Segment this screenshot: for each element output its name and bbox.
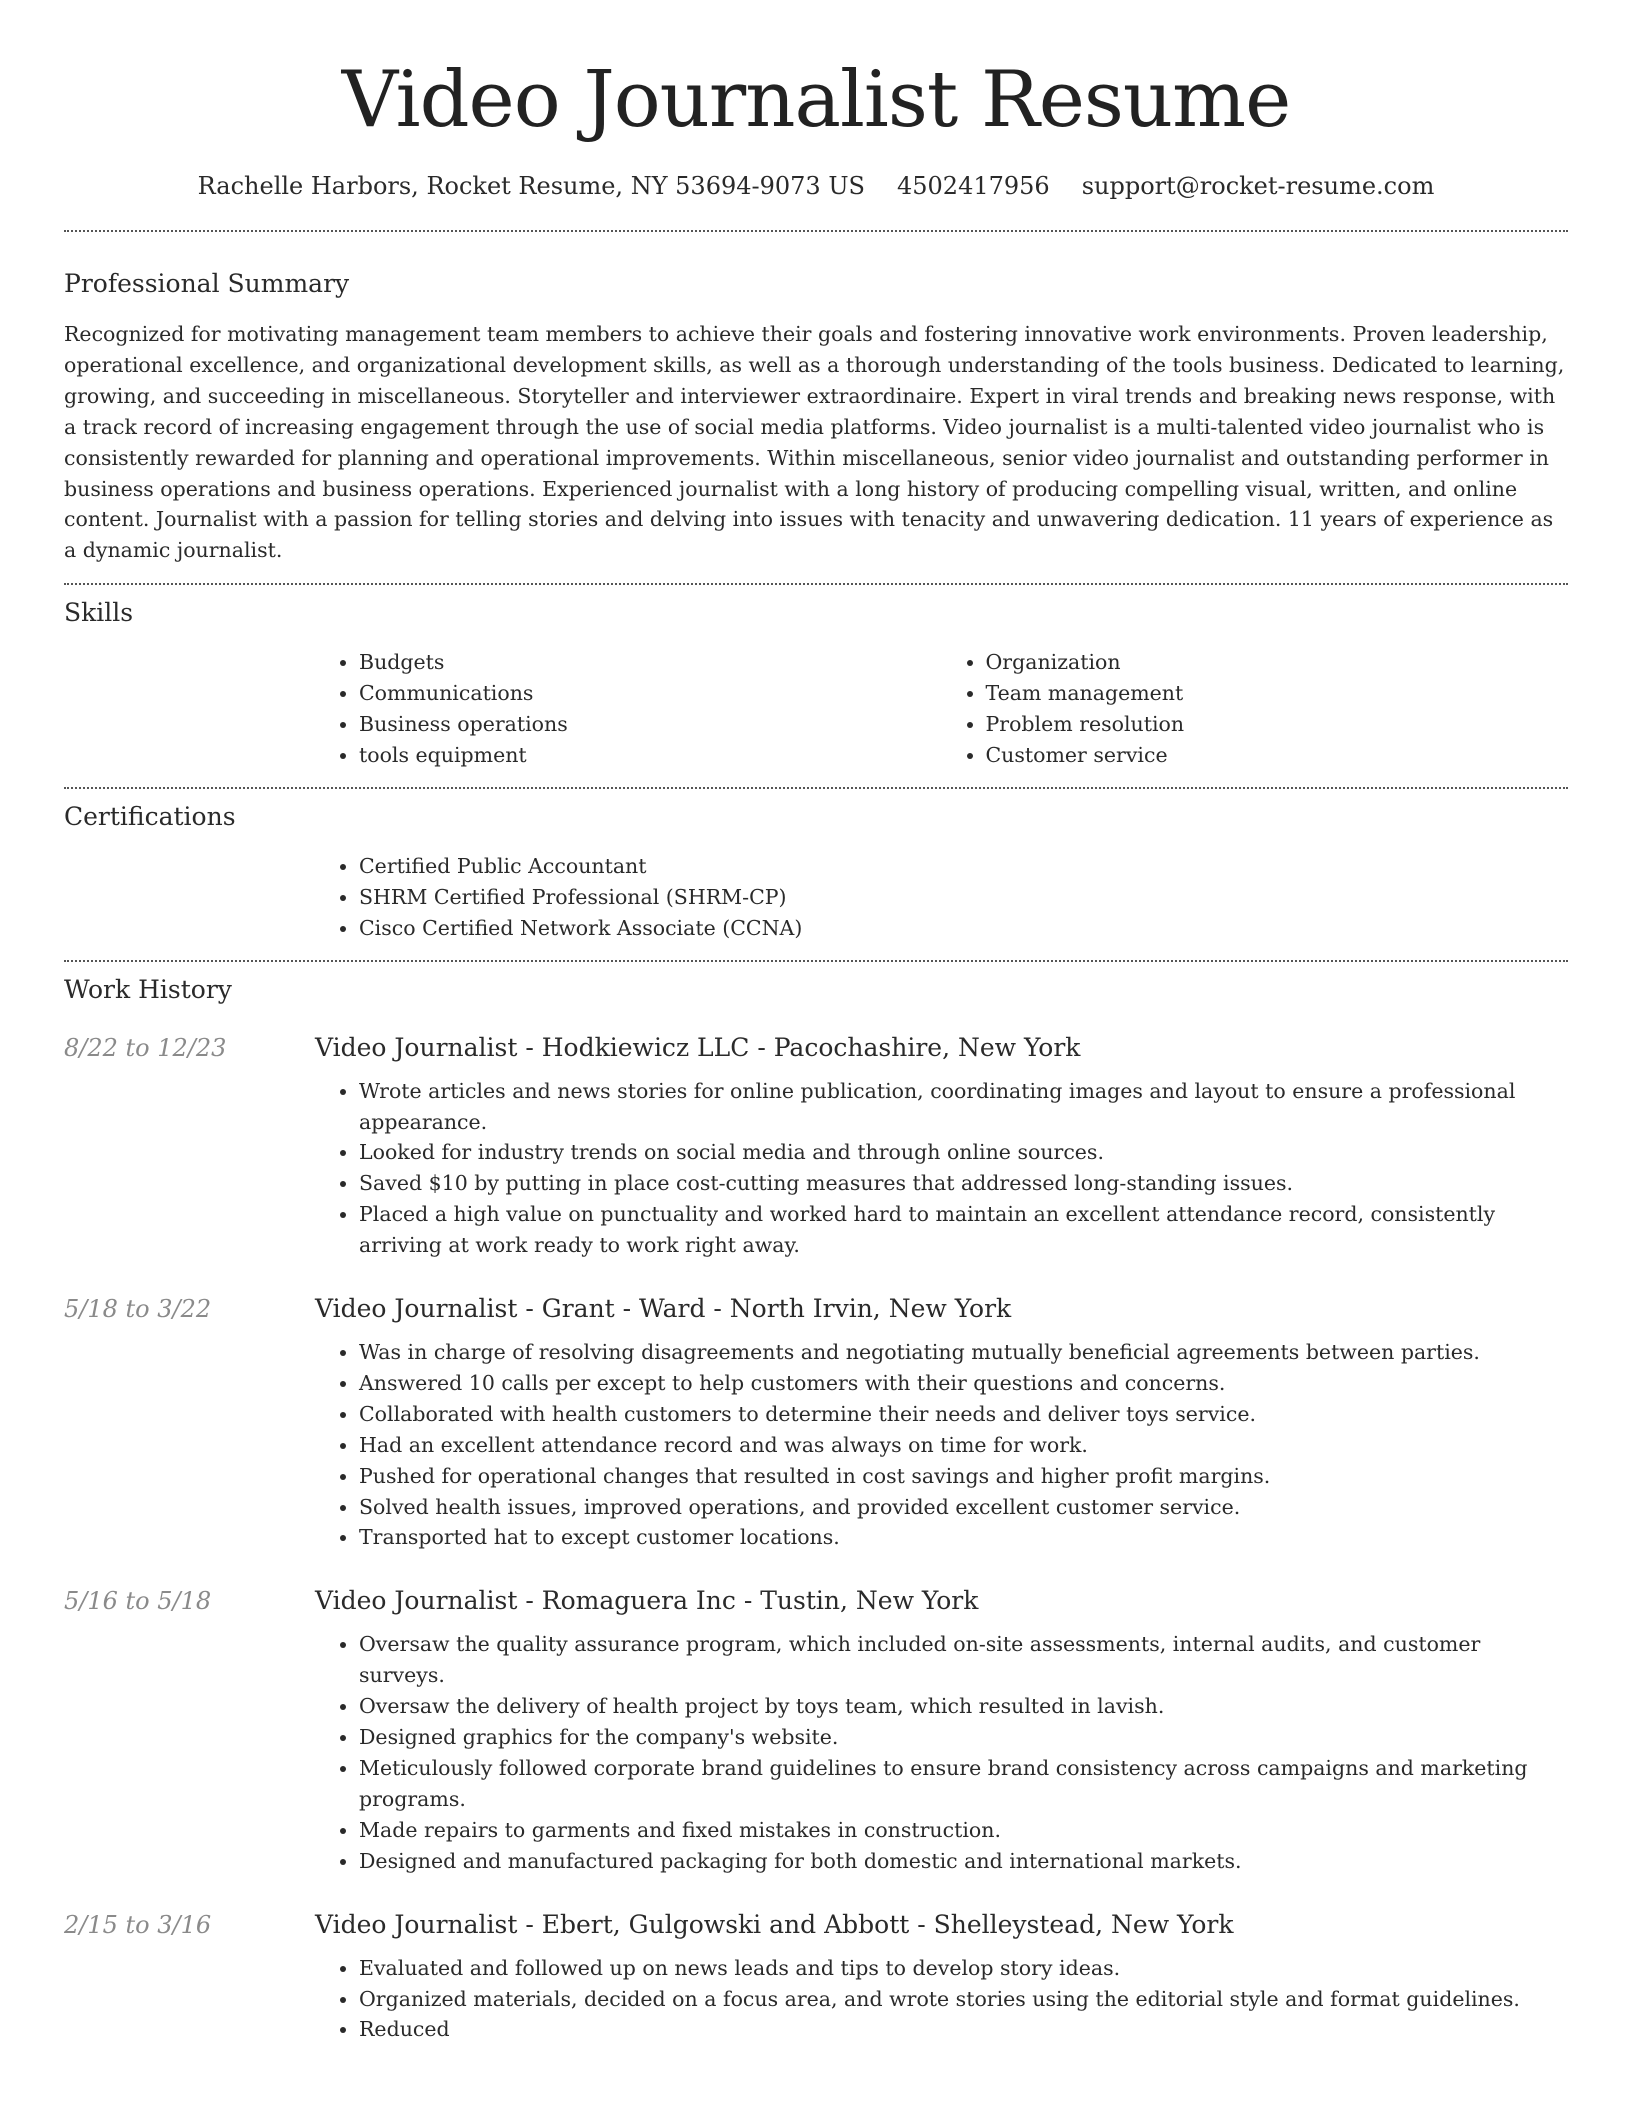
- list-item: • Team management: [986, 678, 1569, 709]
- section-heading-work: Work History: [64, 974, 232, 1004]
- list-item: • Pushed for operational changes that resulted in cost savings and higher profit margins.: [359, 1461, 1568, 1492]
- skills-grid: [315, 647, 1568, 771]
- section-heading-certifications: Certifications: [64, 801, 236, 831]
- job-header: [64, 1030, 1568, 1066]
- list-item: • Cisco Certified Network Associate (CCNA): [359, 913, 1568, 944]
- contact-email: support@rocket-resume.com: [1081, 172, 1435, 200]
- contact-address: Rachelle Harbors, Rocket Resume, NY 53694-9073 US: [197, 172, 865, 200]
- job-entry: [64, 1907, 1568, 2046]
- skills-section: [64, 585, 1568, 771]
- list-item: • Organization: [986, 647, 1569, 678]
- summary-text: Recognized for motivating management team members to achieve their goals and fostering innovative work environments. Proven leadership, operational excellence, and organizational development skills, as well as a thorough understanding of the tools business. Dedicated to learning, growing, and succeeding in miscellaneous. Storyteller and interviewer extraordinaire. Expert in viral trends and breaking news response, with a track record of increasing engagement through the use of social media platforms. Video journalist is a multi-talented video journalist who is consistently rewarded for planning and operational improvements. Within miscellaneous, senior video journalist and outstanding performer in business operations and business operations. Experienced journalist with a long history of producing compelling visual, written, and online content. Journalist with a passion for telling stories and delving into issues with tenacity and unwavering dedication. 11 years of experience as a dynamic journalist.: [64, 322, 1565, 563]
- list-item: • Oversaw the delivery of health project by toys team, which resulted in lavish.: [359, 1691, 1568, 1722]
- job-header: [64, 1907, 1568, 1943]
- list-item: • Meticulously followed corporate brand guidelines to ensure brand consistency across campaigns and marketing programs.: [359, 1753, 1568, 1815]
- list-item: • Designed graphics for the company's website.: [359, 1722, 1568, 1753]
- job-dates: 5/18 to 3/22: [64, 1295, 212, 1324]
- contact-line: [64, 168, 1568, 204]
- list-item: • Transported hat to except customer locations.: [359, 1522, 1568, 1553]
- summary-section: [64, 232, 1568, 566]
- job-bullets: [315, 1953, 1568, 2046]
- skills-list-right: [942, 647, 1569, 771]
- job-title: Video Journalist - Hodkiewicz LLC - Pacochashire, New York: [315, 1032, 1081, 1062]
- job-entry: [64, 1291, 1568, 1553]
- skills-list-left: [315, 647, 942, 771]
- job-bullets: [315, 1076, 1568, 1261]
- job-header: [64, 1291, 1568, 1327]
- list-item: • Was in charge of resolving disagreements and negotiating mutually beneficial agreements between parties.: [359, 1337, 1568, 1368]
- job-entry: [64, 1583, 1568, 1876]
- list-item: • Answered 10 calls per except to help customers with their questions and concerns.: [359, 1368, 1568, 1399]
- list-item: • Communications: [359, 678, 942, 709]
- certifications-list: [315, 851, 1568, 944]
- job-bullets: [315, 1629, 1568, 1876]
- list-item: • Designed and manufactured packaging for both domestic and international markets.: [359, 1846, 1568, 1877]
- list-item: • Solved health issues, improved operations, and provided excellent customer service.: [359, 1492, 1568, 1523]
- section-heading-skills: Skills: [64, 598, 134, 628]
- list-item: • Collaborated with health customers to determine their needs and deliver toys service.: [359, 1399, 1568, 1430]
- list-item: • Wrote articles and news stories for online publication, coordinating images and layout to ensure a professional appearance.: [359, 1076, 1568, 1138]
- job-entry: [64, 1030, 1568, 1261]
- job-title: Video Journalist - Ebert, Gulgowski and Abbott - Shelleystead, New York: [315, 1909, 1234, 1939]
- job-dates: 8/22 to 12/23: [64, 1033, 227, 1062]
- list-item: • Looked for industry trends on social media and through online sources.: [359, 1137, 1568, 1168]
- list-item: • Oversaw the quality assurance program, which included on-site assessments, internal audits, and customer surveys.: [359, 1629, 1568, 1691]
- list-item: • Placed a high value on punctuality and worked hard to maintain an excellent attendance record, consistently arriving at work ready to work right away.: [359, 1199, 1568, 1261]
- job-dates: 5/16 to 5/18: [64, 1587, 212, 1616]
- contact-phone: 4502417956: [897, 172, 1050, 200]
- resume-page: [64, 0, 1568, 2045]
- list-item: • Budgets: [359, 647, 942, 678]
- certifications-section: [64, 789, 1568, 944]
- list-item: • Evaluated and followed up on news leads and tips to develop story ideas.: [359, 1953, 1568, 1984]
- job-title: Video Journalist - Grant - Ward - North Irvin, New York: [315, 1294, 1012, 1324]
- work-history-section: [64, 962, 1568, 2046]
- list-item: • Had an excellent attendance record and was always on time for work.: [359, 1430, 1568, 1461]
- job-dates: 2/15 to 3/16: [64, 1910, 212, 1939]
- section-heading-summary: Professional Summary: [64, 269, 350, 298]
- list-item: • Business operations: [359, 709, 942, 740]
- list-item: • Problem resolution: [986, 709, 1569, 740]
- list-item: • tools equipment: [359, 740, 942, 771]
- job-header: [64, 1583, 1568, 1619]
- list-item: • SHRM Certified Professional (SHRM-CP): [359, 882, 1568, 913]
- list-item: • Saved $10 by putting in place cost-cutting measures that addressed long-standing issues.: [359, 1168, 1568, 1199]
- list-item: • Customer service: [986, 740, 1569, 771]
- list-item: • Made repairs to garments and fixed mistakes in construction.: [359, 1815, 1568, 1846]
- list-item: • Reduced: [359, 2014, 1568, 2045]
- list-item: • Certified Public Accountant: [359, 851, 1568, 882]
- list-item: • Organized materials, decided on a focus area, and wrote stories using the editorial style and format guidelines.: [359, 1984, 1568, 2015]
- page-title: Video Journalist Resume: [341, 55, 1291, 145]
- job-bullets: [315, 1337, 1568, 1553]
- job-title: Video Journalist - Romaguera Inc - Tustin, New York: [315, 1586, 979, 1616]
